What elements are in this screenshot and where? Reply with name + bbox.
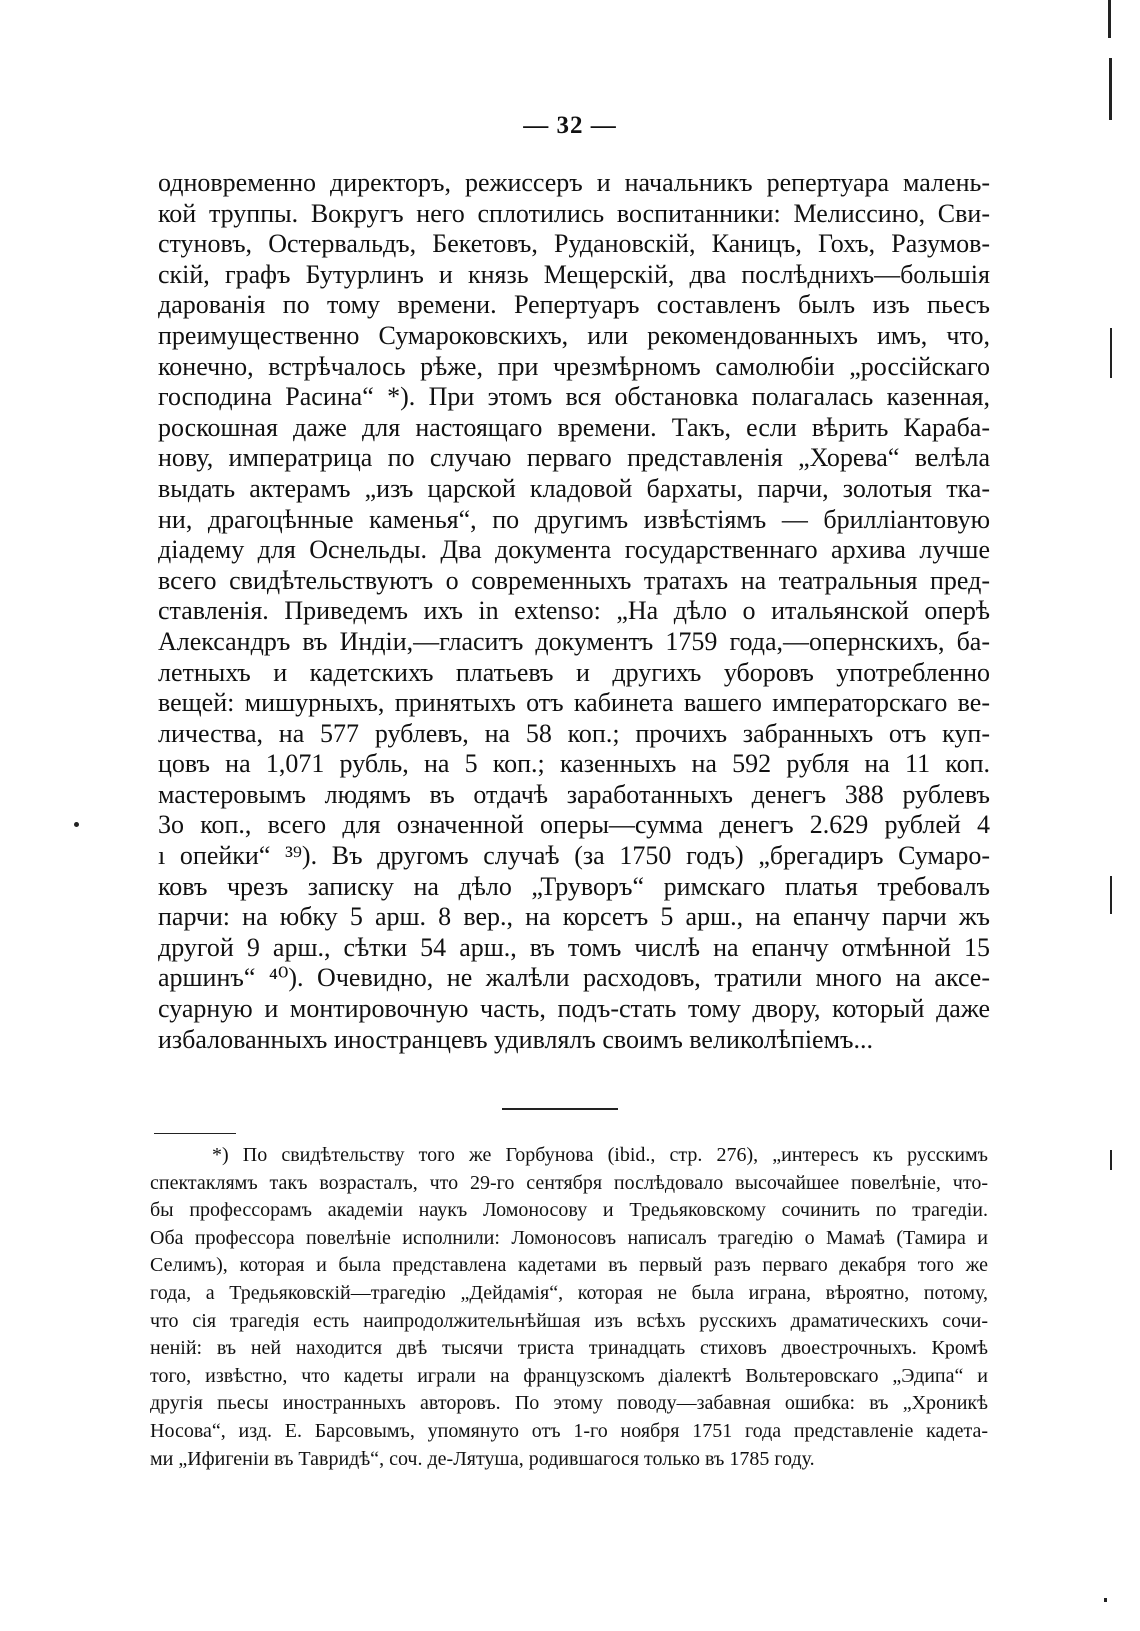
footnote-line: бы профессорамъ академіи наукъ Ломоносову и Тредьяковскому сочинить по трагедіи. <box>150 1199 988 1222</box>
text-line: ставленія. Приведемъ ихъ in extenso: „На дѣло о итальянской оперѣ <box>158 596 990 626</box>
footnote-line: Оба профессора повелѣніе исполнили: Ломоносовъ написалъ трагедію о Мамаѣ (Тамира и <box>150 1226 988 1249</box>
text-line: вещей: мишурныхъ, принятыхъ отъ кабинета вашего императорскаго ве- <box>158 688 990 718</box>
text-line: избалованныхъ иностранцевъ удивлялъ своимъ великолѣпіемъ... <box>158 1024 873 1054</box>
text-line: ковъ чрезъ записку на дѣло „Труворъ“ римскаго платья требовалъ <box>158 871 990 901</box>
text-line: личества, на 577 рублевъ, на 58 коп.; прочихъ забранныхъ отъ куп- <box>158 718 990 748</box>
text-line: одновременно директоръ, режиссеръ и начальникъ репертуара малень- <box>158 168 990 197</box>
text-line: аршинъ“ ⁴⁰). Очевидно, не жалѣли расходовъ, тратили много на аксе- <box>158 963 990 993</box>
scan-edge-mark <box>1110 328 1112 378</box>
text-line: суарную и монтировочную часть, подъ-стать тому двору, который даже <box>158 994 990 1024</box>
footnote-line: другія пьесы иностранныхъ авторовъ. По этому поводу—забавная ошибка: въ „Хроникѣ <box>150 1392 988 1415</box>
text-line: цовъ на 1,071 рубль, на 5 коп.; казенныхъ на 592 рубля на 11 коп. <box>158 749 990 779</box>
scan-speck <box>74 822 79 827</box>
text-line: парчи: на юбку 5 арш. 8 вер., на корсетъ 5 арш., на епанчу парчи жъ <box>158 902 990 932</box>
text-line: господина Расина“ *). При этомъ вся обстановка полагалась казенная, <box>158 382 990 412</box>
text-line: мастеровымъ людямъ въ отдачѣ заработанныхъ денегъ 388 рублевъ <box>158 779 990 809</box>
footnote-line: *) По свидѣтельству того же Горбунова (ibid., стр. 276), „интересъ къ русскимъ <box>212 1144 988 1166</box>
text-line: всего свидѣтельствуютъ о современныхъ тратахъ на театральныя пред- <box>158 565 990 595</box>
scan-edge-mark <box>1110 876 1112 914</box>
text-line: 3о коп., всего для означенной оперы—сумма денегъ 2.629 рублей 4 <box>158 810 990 840</box>
text-line: ни, драгоцѣнные каменья“, по другимъ извѣстіямъ — бриллiантовую <box>158 504 990 534</box>
text-line: роскошная даже для настоящаго времени. Такъ, если вѣрить Караба- <box>158 412 990 442</box>
footnote-line: Селимъ), которая и была представлена кадетами въ первый разъ перваго декабря того же <box>150 1254 988 1277</box>
scan-edge-mark <box>1109 58 1112 120</box>
text-line: другой 9 арш., сѣтки 54 арш., въ томъ числѣ на епанчу отмѣнной 15 <box>158 932 990 962</box>
footnote-line: того, извѣстно, что кадеты играли на французскомъ діалектѣ Вольтеровскаго „Эдипа“ и <box>150 1364 988 1387</box>
footnote-block <box>150 1142 988 1473</box>
text-line: стуновъ, Остервальдъ, Бекетовъ, Рудановскій, Каницъ, Гохъ, Разумов- <box>158 229 990 259</box>
page-number: — 32 — <box>523 112 617 139</box>
text-line: діадему для Оснельды. Два документа государственнаго архива лучше <box>158 535 990 565</box>
section-divider <box>502 1108 618 1110</box>
text-line: Александръ въ Индіи,—гласитъ документъ 1759 года,—опернскихъ, ба- <box>158 626 990 656</box>
footnote-line: спектаклямъ такъ возрасталъ, что 29-го сентября послѣдовало высочайшее повелѣніе, что- <box>150 1171 988 1194</box>
footnote-divider <box>154 1133 236 1134</box>
text-line: скій, графъ Бутурлинъ и князь Мещерскій, два послѣднихъ—большія <box>158 259 990 289</box>
text-line: летныхъ и кадетскихъ платьевъ и другихъ уборовъ употребленно <box>158 657 990 687</box>
text-line: дарованія по тому времени. Репертуаръ составленъ былъ изъ пьесъ <box>158 290 990 320</box>
text-line: кой труппы. Вокругъ него сплотились воспитанники: Мелиссино, Сви- <box>158 198 990 228</box>
text-line: конечно, встрѣчалось рѣже, при чрезмѣрномъ самолюбіи „россійскаго <box>158 351 990 381</box>
scan-speck <box>1104 1598 1107 1602</box>
footnote-line: Носова“, изд. Е. Барсовымъ, упомянуто отъ 1-го ноября 1751 года представленіе кадета- <box>150 1419 988 1442</box>
text-line: преимущественно Сумароковскихъ, или рекомендованныхъ имъ, что, <box>158 320 990 350</box>
footnote-line: неній: въ ней находится двѣ тысячи триста тринадцать стиховъ двоестрочныхъ. Кромѣ <box>150 1337 988 1360</box>
scan-edge-mark <box>1110 1150 1112 1170</box>
text-line: нову, императрица по случаю перваго представленія „Хорева“ велѣла <box>158 443 990 473</box>
footnote-line: ми „Ифигеніи въ Тавридѣ“, соч. де-Лятуша, родившагося только въ 1785 году. <box>150 1447 815 1470</box>
scan-edge-mark <box>1108 0 1111 38</box>
text-line: ı опейки“ ³⁹). Въ другомъ случаѣ (за 1750 годъ) „брегадиръ Сумаро- <box>158 841 990 871</box>
footnote-line: что сія трагедія есть наипродолжительнѣйшая изъ всѣхъ русскихъ драматическихъ сочи- <box>150 1309 988 1332</box>
main-text-block <box>158 168 990 1055</box>
text-line: выдать актерамъ „изъ царской кладовой бархаты, парчи, золотыя тка- <box>158 473 990 503</box>
footnote-line: года, а Тредьяковскій—трагедію „Дейдамія“, которая не была играна, вѣроятно, потому, <box>150 1281 988 1304</box>
